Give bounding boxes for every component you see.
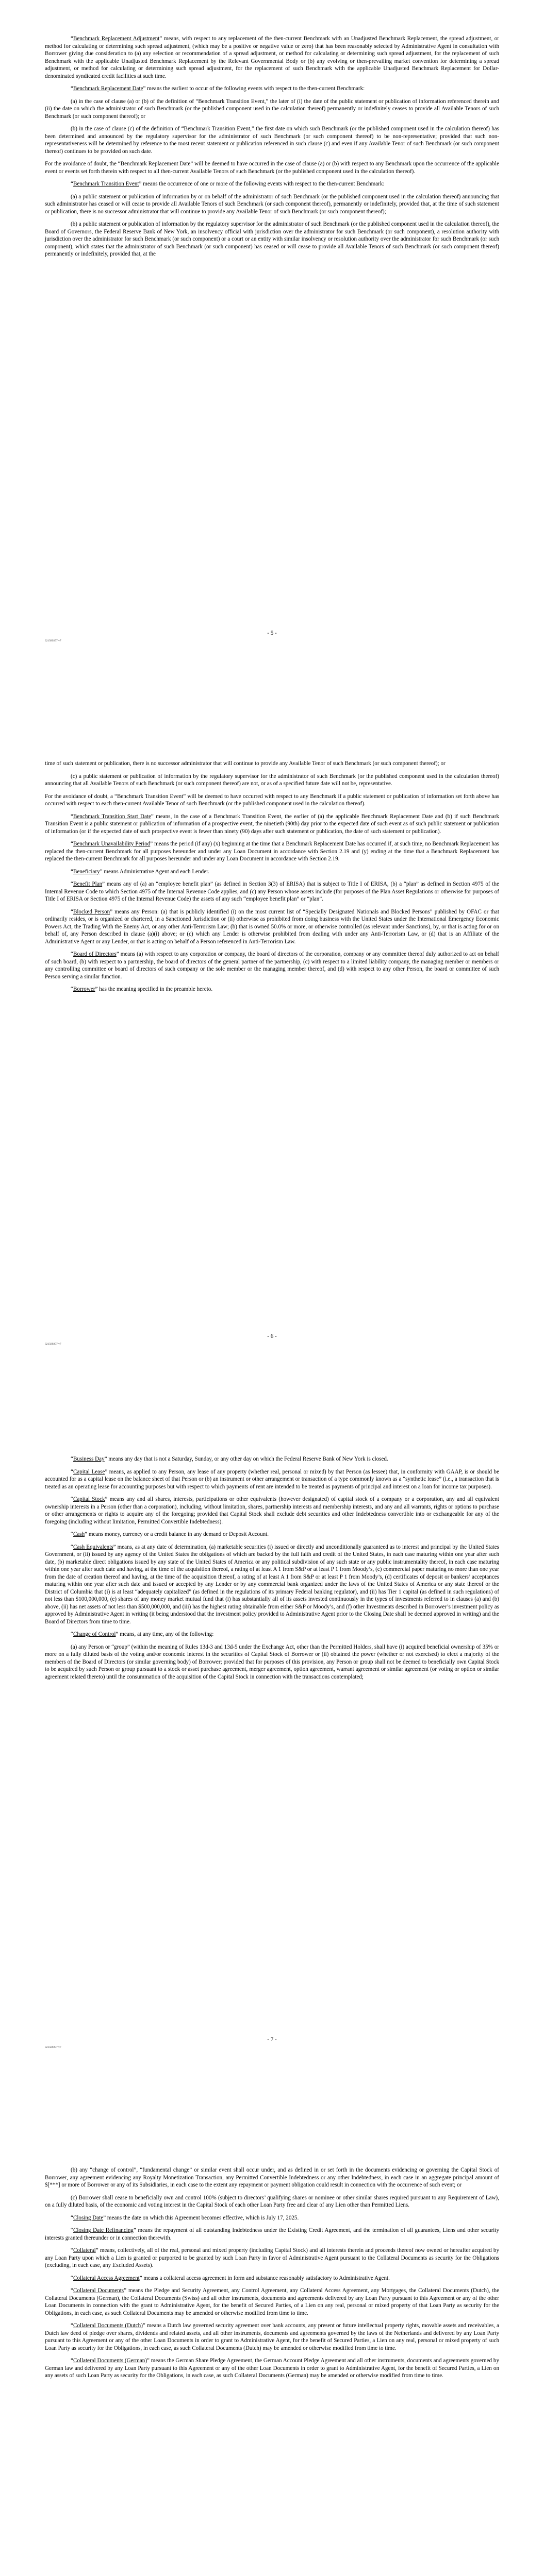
definition-text: ” means any day that is not a Saturday, Sunday, or any other day on which the Federal Reserve Bank of New York is closed. bbox=[104, 1456, 388, 1462]
defined-term: Change of Control bbox=[73, 1631, 116, 1637]
definition-text: ” means money, currency or a credit balance in any demand or Deposit Account. bbox=[85, 1531, 269, 1537]
document-page bbox=[0, 703, 544, 1406]
document-id: 321589257 v7 bbox=[45, 2046, 61, 2049]
page-number: - 5 - bbox=[267, 630, 277, 636]
definition-paragraph: “Benchmark Replacement Date” means the earliest to occur of the following events with respect to the then-current Benchmark: bbox=[71, 86, 365, 92]
document-id: 321589257 v7 bbox=[45, 639, 61, 642]
clause-paragraph: (c) Borrower shall cease to beneficially own and control 100% (subject to directors’ qualifying shares or nominee or other similar shares required pursuant to any Requirement of Law), on a fully diluted basis, of the economic and voting interest in the Capital Stock of each other Loan Party free and clear of any Lien other than Permitted Liens. bbox=[45, 2194, 499, 2208]
defined-term: Closing Date Refinancing bbox=[73, 2227, 134, 2233]
definition-text: ” means Administrative Agent and each Lender. bbox=[100, 868, 209, 875]
defined-term: Benchmark Unavailability Period bbox=[73, 841, 151, 847]
definition-paragraph: “Cash” means money, currency or a credit balance in any demand or Deposit Account. bbox=[71, 1531, 269, 1537]
definition-paragraph: “Collateral Access Agreement” means a collateral access agreement in form and substance reasonably satisfactory to Administrative Agent. bbox=[71, 2275, 390, 2281]
defined-term: Business Day bbox=[73, 1456, 105, 1462]
definition-text: ” means the Pledge and Security Agreement, any Control Agreement, any Collateral Access Agreement, any Mortgages, the Collateral Documents (Dutch), the Collateral Documents (German), the Collateral Documents (Swiss) and all other instruments, documents and agreements delivered by any Loan Party pursuant to this Agreement or any of the other Loan Documents in connection with the grant to Administrative Agent, for the benefit of Secured Parties, of a Lien on any real, personal or mixed property of that Loan Party as security for the Obligations, in each case, as such Collateral Documents may be amended or otherwise modified from time to time. bbox=[45, 2287, 500, 2316]
definition-paragraph: “Benchmark Transition Event” means the occurrence of one or more of the following events with respect to the then-current Benchmark: bbox=[71, 181, 385, 187]
clause-paragraph: (c) a public statement or publication of information by the regulatory supervisor for the administrator of such Benchmark (or the published component used in the calculation thereof) announcing that all Available Tenors of such Benchmark (or such component thereof) are not, or as of a specified future date will not be, representative. bbox=[45, 773, 499, 787]
clause-paragraph: (b) any “change of control”, “fundamental change” or similar event shall occur under, and as defined in or set forth in the documents evidencing or governing the Capital Stock of Borrower, any agreement evidencing any Royalty Monetization Transaction, any Permitted Convertible Indebtedness or any other Indebtedness, in each case in an aggregate principal amount of $[***] or more of Borrower or any of its Subsidiaries, in each case to the extent any repayment or payment obligation could result in connection with the occurrence of such event; or bbox=[45, 2167, 499, 2188]
definition-paragraph: “Closing Date” means the date on which this Agreement becomes effective, which is July 17, 2025. bbox=[71, 2214, 299, 2221]
defined-term: Collateral Documents (Dutch) bbox=[73, 2323, 143, 2329]
definition-text: ” means, as at any date of determination, (a) marketable securities (i) issued or directly and unconditionally guaranteed as to interest and principal by the United States Government, or (ii) issued by any agency of the United States the obligations of which are backed by the full faith and credit of the United States, in each case maturing within one year after such date, (b) marketable direct obligations issued by any state of the United States of America or any political subdivision of any such state or any public instrumentality thereof, in each case maturing within one year after such date and having, at the time of the acquisition thereof, a rating of at least A 1 from S&P or at least P 1 from Moody’s, (c) commercial paper maturing no more than one year from the date of creation thereof and having, at the time of the acquisition thereof, a rating of at least A 1 from S&P or at least P 1 from Moody’s, (d) certificates of deposit or bankers’ acceptances maturing within one year after such date and issued or accepted by any Lender or by any commercial bank organized under the laws of the United States of America or any state thereof or the District of Columbia that (i) is at least “adequately capitalized” (as defined in the regulations of its primary Federal banking regulator), and (ii) has Tier 1 capital (as defined in such regulations) of not less than $100,000,000, (e) shares of any money market mutual fund that (i) has substantially all of its assets invested continuously in the types of investments referred to in clauses (a) and (b) above, (ii) has net assets of not less than $500,000,000, and (iii) has the highest rating obtainable from either S&P or Moody’s, and (f) other Investments described in Borrower’s investment policy as approved by Administrative Agent in writing (it being understood that the investment policy provided to Administrative Agent prior to the Closing Date shall be deemed approved in writing) and the Board of Directors from time to time. bbox=[45, 1544, 500, 1625]
definition-text: ” means, collectively, all of the real, personal and mixed property (including Capital Stock) and all interests therein and proceeds thereof now owned or hereafter acquired by any Loan Party upon which a Lien is granted or purported to be granted by such Loan Party in favor of Administrative Agent pursuant to the Collateral Documents as security for the Obligations (excluding, in each case, any Excluded Assets). bbox=[45, 2247, 499, 2268]
definition-paragraph: “Collateral Documents” means the Pledge and Security Agreement, any Control Agreement, any Collateral Access Agreement, any Mortgages, the Collateral Documents (Dutch), the Collateral Documents (German), the Collateral Documents (Swiss) and all other instruments, documents and agreements delivered by any Loan Party pursuant to this Agreement or any of the other Loan Documents in connection with the grant to Administrative Agent, for the benefit of Secured Parties, of a Lien on any real, personal or mixed property of that Loan Party as security for the Obligations, in each case, as such Collateral Documents may be amended or otherwise modified from time to time. bbox=[45, 2287, 500, 2316]
definition-paragraph: “Closing Date Refinancing” means the repayment of all outstanding Indebtedness under the Existing Credit Agreement, and the termination of all guarantees, Liens and other security interests granted thereunder or in connection therewith. bbox=[45, 2227, 499, 2241]
definition-text: ” means any of (a) an “employee benefit plan” (as defined in Section 3(3) of ERISA) that is subject to Title I of ERISA, (b) a “plan” as defined in Section 4975 of the Internal Revenue Code to which Section 4975 of the Internal Revenue Code applies, and (c) any Person whose assets include (for purposes of the Plan Asset Regulations or otherwise for purposes of Title I of ERISA or Section 4975 of the Internal Revenue Code) the assets of any such “employee benefit plan” or “plan”. bbox=[45, 881, 499, 902]
definition-paragraph: “Blocked Person” means any Person: (a) that is publicly identified (i) on the most current list of “Specially Designated Nationals and Blocked Persons” published by OFAC or that ordinarily resides, or is organized or chartered, in a Sanctioned Jurisdiction or (ii) otherwise as prohibited from doing business with the United States under the International Emergency Economic Powers Act, the Trading With the Enemy Act, or any other Anti-Terrorism Law; (b) that is owned 50.0% or more, or otherwise controlled (as relevant under Sanctions), by, or that is acting for or on behalf of, any Person described in clause (a)(i) above; or (c) which any Lender is otherwise prohibited from dealing with under any Anti-Terrorism Law, or (d) that is an Affiliate of the Administrative Agent or any Lender, or that is acting on behalf of a Person referenced in Anti-Terrorism Law. bbox=[45, 908, 499, 945]
definition-paragraph: “Benchmark Unavailability Period” means the period (if any) (x) beginning at the time that a Benchmark Replacement Date has occurred if, at such time, no Benchmark Replacement has replaced the then-current Benchmark for all purposes hereunder and under any Loan Document in accordance with Section 2.19 and (y) ending at the time that a Benchmark Replacement has replaced the then-current Benchmark for all purposes hereunder and under any Loan Document in accordance with Section 2.19. bbox=[45, 841, 499, 862]
defined-term: Cash bbox=[73, 1531, 85, 1537]
body-paragraph: time of such statement or publication, there is no successor administrator that will continue to provide any Available Tenor of such Benchmark (or such component thereof); or bbox=[45, 760, 446, 767]
defined-term: Benchmark Transition Event bbox=[73, 181, 139, 187]
defined-term: Cash Equivalents bbox=[73, 1544, 113, 1550]
document-id: 321589257 v7 bbox=[45, 1343, 61, 1346]
definition-text: ” means a Dutch law governed security agreement over bank accounts, any present or future intellectual property rights, movable assets and receivables, a Dutch law deed of pledge over shares, dividends and related assets, and all other instruments, documents and agreements governed by the laws of the Netherlands and delivered by any Loan Party pursuant to this Agreement or any of the other Loan Documents in order to grant to Administrative Agent, for the benefit of Secured Parties, a Lien on any real, personal or mixed property of such Loan Party as security for the Obligations, in each case, as such Collateral Documents (Dutch) may be amended or otherwise modified from time to time. bbox=[45, 2323, 499, 2351]
definition-paragraph: “Board of Directors” means (a) with respect to any corporation or company, the board of directors of the corporation, company or any committee thereof duly authorized to act on behalf of such board, (b) with respect to a partnership, the board of directors of the general partner of the partnership, (c) with respect to a limited liability company, the managing member or members or any controlling committee or board of directors of such company or the sole member or the managing member thereof, and (d) with respect to any other Person, the board or committee of such Person serving a similar function. bbox=[45, 951, 499, 980]
defined-term: Beneficiary bbox=[73, 868, 100, 875]
page-body bbox=[45, 760, 499, 998]
definition-paragraph: “Borrower” has the meaning specified in the preamble hereto. bbox=[71, 986, 213, 992]
definition-text: ” means the date on which this Agreement becomes effective, which is July 17, 2025. bbox=[103, 2214, 299, 2221]
document-page bbox=[0, 2110, 544, 2576]
clause-paragraph: (a) a public statement or publication of information by or on behalf of the administrator of such Benchmark (or the published component used in the calculation thereof) announcing that such administrator has ceased or will cease to provide all Available Tenors of such Benchmark (or such component thereof), permanently or indefinitely, provided that, at the time of such statement or publication, there is no successor administrator that will continue to provide any Available Tenor of such Benchmark (or such component thereof); bbox=[45, 193, 499, 215]
page-body bbox=[45, 35, 499, 263]
definition-text: ” means the repayment of all outstanding Indebtedness under the Existing Credit Agreement, and the termination of all guarantees, Liens and other security interests granted thereunder or in connection therewith. bbox=[45, 2227, 499, 2241]
page-number: - 6 - bbox=[267, 1333, 277, 1340]
definition-text: ” means any and all shares, interests, participations or other equivalents (however designated) of capital stock of a company or a corporation, any and all equivalent ownership interests in a Person (other than a corporation), including, without limitation, shares, partnership interests and membership interests, and any and all warrants, rights or options to purchase or other arrangements or rights to acquire any of the foregoing; provided that Capital Stock shall exclude debt securities and other Indebtedness convertible into or exchangeable for any of the foregoing (including without limitation, Permitted Convertible Indebtedness). bbox=[45, 1496, 499, 1525]
defined-term: Collateral Access Agreement bbox=[73, 2275, 140, 2281]
body-paragraph: For the avoidance of doubt, the “Benchmark Replacement Date” will be deemed to have occurred in the case of clause (a) or (b) with respect to any Benchmark upon the occurrence of the applicable event or events set forth therein with respect to all then-current Available Tenors of such Benchmark (or the published component used in the calculation thereof). bbox=[45, 161, 499, 175]
definition-paragraph: “Beneficiary” means Administrative Agent and each Lender. bbox=[71, 868, 209, 875]
definition-paragraph: “Benchmark Transition Start Date” means, in the case of a Benchmark Transition Event, the earlier of (a) the applicable Benchmark Replacement Date and (b) if such Benchmark Transition Event is a public statement or publication of information of a prospective event, the ninetieth (90th) day prior to the expected date of such event as of such public statement or publication of information (or if the expected date of such prospective event is fewer than ninety (90) days after such statement or publication, the date of such statement or publication). bbox=[45, 813, 500, 835]
defined-term: Benchmark Transition Start Date bbox=[73, 813, 151, 820]
document-page bbox=[0, 1406, 544, 2110]
definition-paragraph: “Cash Equivalents” means, as at any date of determination, (a) marketable securities (i) issued or directly and unconditionally guaranteed as to interest and principal by the United States Government, or (ii) issued by any agency of the United States the obligations of which are backed by the full faith and credit of the United States, in each case maturing within one year after such date, (b) marketable direct obligations issued by any state of the United States of America or any political subdivision of any such state or any public instrumentality thereof, in each case maturing within one year after such date and having, at the time of the acquisition thereof, a rating of at least A 1 from S&P or at least P 1 from Moody’s, (c) commercial paper maturing no more than one year from the date of creation thereof and having, at the time of the acquisition thereof, a rating of at least A 1 from S&P or at least P 1 from Moody’s, (d) certificates of deposit or bankers’ acceptances maturing within one year after such date and issued or accepted by any Lender or by any commercial bank organized under the laws of the United States of America or any state thereof or the District of Columbia that (i) is at least “adequately capitalized” (as defined in the regulations of its primary Federal banking regulator), and (ii) has Tier 1 capital (as defined in such regulations) of not less than $100,000,000, (e) shares of any money market mutual fund that (i) has substantially all of its assets invested continuously in the types of investments referred to in clauses (a) and (b) above, (ii) has net assets of not less than $500,000,000, and (iii) has the highest rating obtainable from either S&P or Moody’s, and (f) other Investments described in Borrower’s investment policy as approved by Administrative Agent in writing (it being understood that the investment policy provided to Administrative Agent prior to the Closing Date shall be deemed approved in writing) and the Board of Directors from time to time. bbox=[45, 1544, 500, 1625]
definition-text: ” means, in the case of a Benchmark Transition Event, the earlier of (a) the applicable Benchmark Replacement Date and (b) if such Benchmark Transition Event is a public statement or publication of information of a prospective event, the ninetieth (90th) day prior to the expected date of such event as of such public statement or publication of information (or if the expected date of such prospective event is fewer than ninety (90) days after such statement or publication, the date of such statement or publication). bbox=[45, 813, 500, 835]
defined-term: Board of Directors bbox=[73, 951, 117, 957]
clause-paragraph: (a) any Person or “group” (within the meaning of Rules 13d-3 and 13d-5 under the Exchange Act, other than the Permitted Holders, shall have (i) acquired beneficial ownership of 35% or more on a fully diluted basis of the voting and/or economic interest in the securities of Capital Stock of Borrower or (ii) obtained the power (whether or not exercised) to elect a majority of the members of the Board of Directors (or similar governing body) of Borrower; provided that for purposes of this provision, any Person or group shall not be deemed to beneficially own Capital Stock to be acquired by such Person or group pursuant to a stock or asset purchase agreement, merger agreement, option agreement, warrant agreement or similar agreement (or voting or option or similar agreement related thereto) until the consummation of the acquisition of the Capital Stock in connection with the transactions contemplated; bbox=[45, 1643, 499, 1680]
defined-term: Collateral Documents (German) bbox=[73, 2358, 147, 2364]
definition-paragraph: “Benefit Plan” means any of (a) an “employee benefit plan” (as defined in Section 3(3) of ERISA) that is subject to Title I of ERISA, (b) a “plan” as defined in Section 4975 of the Internal Revenue Code to which Section 4975 of the Internal Revenue Code applies, and (c) any Person whose assets include (for purposes of the Plan Asset Regulations or otherwise for purposes of Title I of ERISA or Section 4975 of the Internal Revenue Code) the assets of any such “employee benefit plan” or “plan”. bbox=[45, 881, 499, 902]
defined-term: Collateral bbox=[73, 2247, 96, 2253]
definition-paragraph: “Change of Control” means, at any time, any of the following: bbox=[71, 1631, 214, 1637]
definition-text: ” means any Person: (a) that is publicly identified (i) on the most current list of “Specially Designated Nationals and Blocked Persons” published by OFAC or that ordinarily resides, or is organized or chartered, in a Sanctioned Jurisdiction or (ii) otherwise as prohibited from doing business with the United States under the International Emergency Economic Powers Act, the Trading With the Enemy Act, or any other Anti-Terrorism Law; (b) that is owned 50.0% or more, or otherwise controlled (as relevant under Sanctions), by, or that is acting for or on behalf of, any Person described in clause (a)(i) above; or (c) which any Lender is otherwise prohibited from dealing with under any Anti-Terrorism Law, or (d) that is an Affiliate of the Administrative Agent or any Lender, or that is acting on behalf of a Person referenced in Anti-Terrorism Law. bbox=[45, 908, 499, 945]
defined-term: Blocked Person bbox=[73, 908, 110, 915]
defined-term: Benchmark Replacement Date bbox=[73, 86, 143, 92]
defined-term: Borrower bbox=[73, 986, 95, 992]
definition-text: ” means (a) with respect to any corporation or company, the board of directors of the corporation, company or any committee thereof duly authorized to act on behalf of such board, (b) with respect to a partnership, the board of directors of the general partner of the partnership, (c) with respect to a limited liability company, the managing member or members or any controlling committee or board of directors of such company or the sole member or the managing member thereof, and (d) with respect to any other Person, the board or committee of such Person serving a similar function. bbox=[45, 951, 499, 980]
definition-paragraph: “Capital Lease” means, as applied to any Person, any lease of any property (whether real, personal or mixed) by that Person (as lessee) that, in conformity with GAAP, is or should be accounted for as a capital lease on the balance sheet of that Person or (b) an instrument or other arrangement or transaction of a type commonly known as a “synthetic lease” (i.e., a transaction that is treated as an operating lease for accounting purposes but with respect to which payments of rent are intended to be treated as payments of principal and interest on a loan for income tax purposes). bbox=[45, 1468, 499, 1490]
definition-paragraph: “Capital Stock” means any and all shares, interests, participations or other equivalents (however designated) of capital stock of a company or a corporation, any and all equivalent ownership interests in a Person (other than a corporation), including, without limitation, shares, partnership interests and membership interests, and any and all warrants, rights or options to purchase or other arrangements or rights to acquire any of the foregoing; provided that Capital Stock shall exclude debt securities and other Indebtedness convertible into or exchangeable for any of the foregoing (including without limitation, Permitted Convertible Indebtedness). bbox=[45, 1496, 499, 1525]
definition-paragraph: “Collateral Documents (Dutch)” means a Dutch law governed security agreement over bank accounts, any present or future intellectual property rights, movable assets and receivables, a Dutch law deed of pledge over shares, dividends and related assets, and all other instruments, documents and agreements governed by the laws of the Netherlands and delivered by any Loan Party pursuant to this Agreement or any of the other Loan Documents in order to grant to Administrative Agent, for the benefit of Secured Parties, a Lien on any real, personal or mixed property of such Loan Party as security for the Obligations, in each case, as such Collateral Documents (Dutch) may be amended or otherwise modified from time to time. bbox=[45, 2323, 499, 2351]
definition-text: ” means, with respect to any replacement of the then-current Benchmark with an Unadjusted Benchmark Replacement, the spread adjustment, or method for calculating or determining such spread adjustment, (which may be a positive or negative value or zero) that has been reasonably selected by Administrative Agent in consultation with Borrower giving due consideration to (a) any selection or recommendation of a spread adjustment, or method for calculating or determining such spread adjustment, for the replacement of such Benchmark with the applicable Unadjusted Benchmark Replacement by the Relevant Governmental Body or (b) any evolving or then-prevailing market convention for determining a spread adjustment, or method for calculating or determining such spread adjustment, for the replacement of such Benchmark with the applicable Unadjusted Benchmark Replacement for Dollar-denominated syndicated credit facilities at such time. bbox=[45, 36, 499, 79]
defined-term: Capital Lease bbox=[73, 1468, 105, 1475]
defined-term: Benefit Plan bbox=[73, 881, 103, 887]
page-body bbox=[45, 2166, 499, 2385]
definition-text: ” means the occurrence of one or more of the following events with respect to the then-current Benchmark: bbox=[139, 181, 385, 187]
defined-term: Benchmark Replacement Adjustment bbox=[73, 36, 160, 42]
definition-paragraph: “Benchmark Replacement Adjustment” means, with respect to any replacement of the then-current Benchmark with an Unadjusted Benchmark Replacement, the spread adjustment, or method for calculating or determining such spread adjustment, (which may be a positive or negative value or zero) that has been reasonably selected by Administrative Agent in consultation with Borrower giving due consideration to (a) any selection or recommendation of a spread adjustment, or method for calculating or determining such spread adjustment, for the replacement of such Benchmark with the applicable Unadjusted Benchmark Replacement by the Relevant Governmental Body or (b) any evolving or then-prevailing market convention for determining a spread adjustment, or method for calculating or determining such spread adjustment, for the replacement of such Benchmark with the applicable Unadjusted Benchmark Replacement for Dollar-denominated syndicated credit facilities at such time. bbox=[45, 36, 499, 79]
body-paragraph: For the avoidance of doubt, a “Benchmark Transition Event” will be deemed to have occurred with respect to any Benchmark if a public statement or publication of information set forth above has occurred with respect to each then-current Available Tenor of such Benchmark (or the published component used in the calculation thereof). bbox=[45, 793, 499, 807]
definition-paragraph: “Collateral Documents (German)” means the German Share Pledge Agreement, the German Account Pledge Agreement and all other instruments, documents and agreements governed by German law and delivered by any Loan Party pursuant to this Agreement or any of the other Loan Documents in order to grant to Administrative Agent, for the benefit of Secured Parties, a Lien on any assets of such Loan Party as security for the Obligations, in each case, as such Collateral Documents (German) may be amended or otherwise modified from time to time. bbox=[45, 2358, 500, 2379]
document-page bbox=[0, 0, 544, 703]
definition-paragraph: “Business Day” means any day that is not a Saturday, Sunday, or any other day on which the Federal Reserve Bank of New York is closed. bbox=[71, 1456, 388, 1462]
definition-text: ” means, at any time, any of the following: bbox=[116, 1631, 214, 1637]
definition-paragraph: “Collateral” means, collectively, all of the real, personal and mixed property (including Capital Stock) and all interests therein and proceeds thereof now owned or hereafter acquired by any Loan Party upon which a Lien is granted or purported to be granted by such Loan Party in favor of Administrative Agent pursuant to the Collateral Documents as security for the Obligations (excluding, in each case, any Excluded Assets). bbox=[45, 2247, 499, 2268]
clause-paragraph: (b) a public statement or publication of information by the regulatory supervisor for the administrator of such Benchmark (or the published component used in the calculation thereof), the Board of Governors, the Federal Reserve Bank of New York, an insolvency official with jurisdiction over the administrator for such Benchmark (or such component), a resolution authority with jurisdiction over the administrator for such Benchmark (or such component) or a court or an entity with similar insolvency or resolution authority over the administrator for such Benchmark (or such component), which states that the administrator of such Benchmark (or such component) has ceased or will cease to provide all Available Tenors of such Benchmark (or such component thereof) permanently or indefinitely, provided that, at the bbox=[45, 221, 499, 257]
definition-text: ” means the period (if any) (x) beginning at the time that a Benchmark Replacement Date has occurred if, at such time, no Benchmark Replacement has replaced the then-current Benchmark for all purposes hereunder and under any Loan Document in accordance with Section 2.19 and (y) ending at the time that a Benchmark Replacement has replaced the then-current Benchmark for all purposes hereunder and under any Loan Document in accordance with Section 2.19. bbox=[45, 841, 499, 862]
clause-paragraph: (a) in the case of clause (a) or (b) of the definition of “Benchmark Transition Event,” the later of (i) the date of the public statement or publication of information referenced therein and (ii) the date on which the administrator of such Benchmark (or the published component used in the calculation thereof) permanently or indefinitely ceases to provide all Available Tenors of such Benchmark (or such component thereof); or bbox=[45, 98, 499, 120]
definition-text: ” means a collateral access agreement in form and substance reasonably satisfactory to Administrative Agent. bbox=[139, 2275, 390, 2281]
defined-term: Capital Stock bbox=[73, 1496, 105, 1502]
defined-term: Closing Date bbox=[73, 2214, 104, 2221]
page-number: - 7 - bbox=[267, 2037, 277, 2043]
page-body bbox=[45, 1455, 499, 1686]
definition-text: ” means the German Share Pledge Agreement, the German Account Pledge Agreement and all other instruments, documents and agreements governed by German law and delivered by any Loan Party pursuant to this Agreement or any of the other Loan Documents in order to grant to Administrative Agent, for the benefit of Secured Parties, a Lien on any assets of such Loan Party as security for the Obligations, in each case, as such Collateral Documents (German) may be amended or otherwise modified from time to time. bbox=[45, 2358, 500, 2379]
defined-term: Collateral Documents bbox=[73, 2287, 124, 2294]
clause-paragraph: (b) in the case of clause (c) of the definition of “Benchmark Transition Event,” the first date on which such Benchmark (or the published component used in the calculation thereof) has been determined and announced by the regulatory supervisor for the administrator of such Benchmark (or such component thereof) to be non-representative; provided that such non-representativeness will be determined by reference to the most recent statement or publication referenced in such clause (c) and even if any Available Tenor of such Benchmark (or such component thereof) continues to be provided on such date. bbox=[45, 126, 499, 155]
definition-text: ” means the earliest to occur of the following events with respect to the then-current Benchmark: bbox=[143, 86, 365, 92]
definition-text: ” has the meaning specified in the preamble hereto. bbox=[95, 986, 213, 992]
definition-text: ” means, as applied to any Person, any lease of any property (whether real, personal or mixed) by that Person (as lessee) that, in conformity with GAAP, is or should be accounted for as a capital lease on the balance sheet of that Person or (b) an instrument or other arrangement or transaction of a type commonly known as a “synthetic lease” (i.e., a transaction that is treated as an operating lease for accounting purposes but with respect to which payments of rent are intended to be treated as payments of principal and interest on a loan for income tax purposes). bbox=[45, 1468, 499, 1490]
